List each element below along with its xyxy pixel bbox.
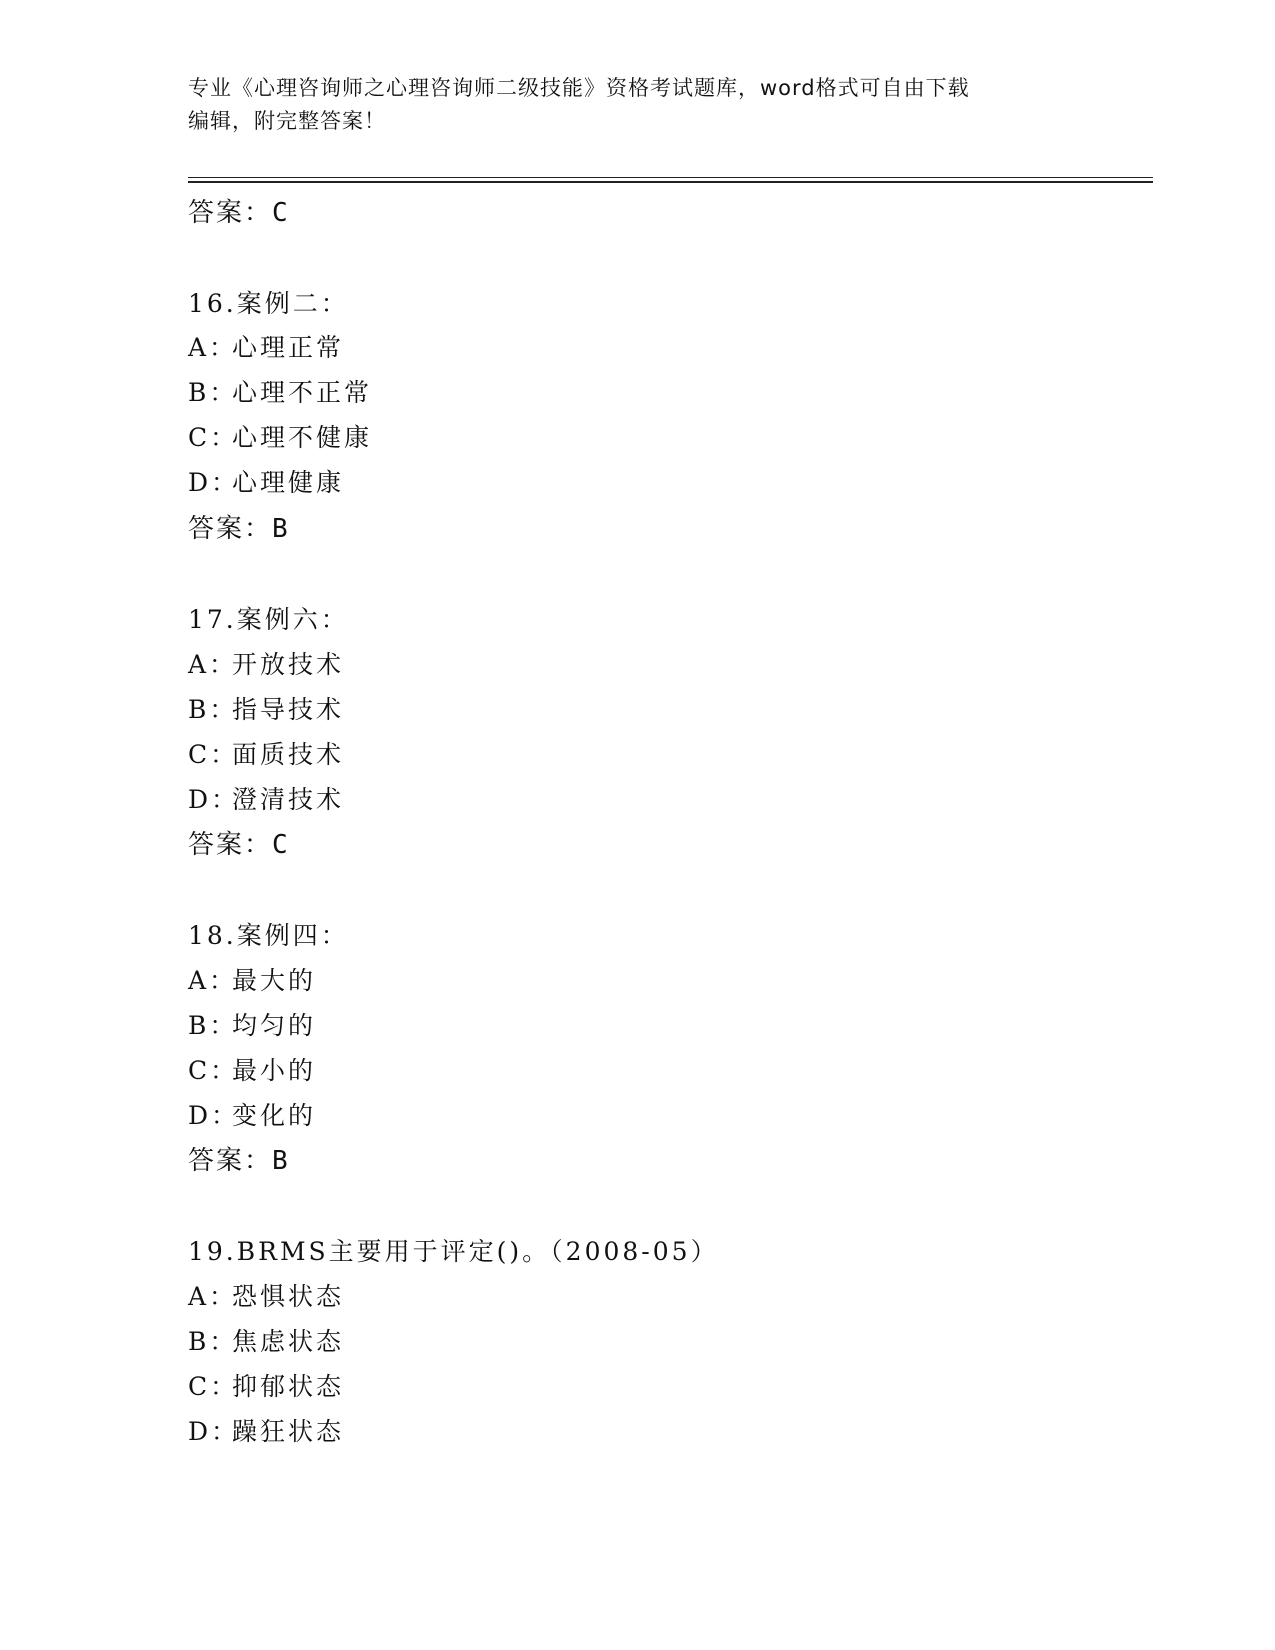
option-b [188, 1006, 316, 1042]
header-divider-top [188, 177, 1153, 178]
option-key: C： [188, 1372, 239, 1401]
option-text: 心理健康 [232, 468, 345, 497]
question-stem: 18.案例四： [188, 921, 349, 950]
option-text: 澄清技术 [232, 785, 345, 814]
header-line-2: 编辑，附完整答案！ [188, 109, 386, 133]
option-text: 最小的 [232, 1056, 317, 1085]
option-a [188, 645, 344, 681]
option-text: 变化的 [232, 1101, 317, 1130]
option-c [188, 735, 344, 771]
option-text: 焦虑状态 [232, 1327, 345, 1356]
option-key: B： [188, 378, 238, 407]
option-text: 面质技术 [232, 740, 345, 769]
document-header [188, 72, 1088, 138]
option-b [188, 373, 372, 409]
option-c [188, 418, 372, 454]
option-c [188, 1367, 344, 1403]
option-a [188, 328, 344, 364]
option-key: C： [188, 740, 239, 769]
option-a [188, 961, 316, 997]
option-text: 心理不健康 [232, 423, 373, 452]
option-key: A： [188, 650, 238, 679]
option-text: 开放技术 [232, 650, 345, 679]
option-key: C： [188, 1056, 239, 1085]
option-a [188, 1277, 344, 1313]
option-text: 心理正常 [232, 333, 345, 362]
option-text: 抑郁状态 [232, 1372, 345, 1401]
option-text: 躁狂状态 [232, 1417, 345, 1446]
question-stem: 17.案例六： [188, 605, 349, 634]
option-text: 心理不正常 [232, 378, 373, 407]
option-d [188, 1096, 316, 1132]
option-key: D： [188, 468, 240, 497]
question-stem: 19.BRMS主要用于评定()。（2008-05） [188, 1237, 719, 1266]
option-d [188, 463, 344, 499]
option-key: D： [188, 1417, 240, 1446]
option-key: B： [188, 1327, 238, 1356]
answer-line: 答案：B [188, 514, 290, 544]
option-b [188, 690, 344, 726]
answer-line: 答案：C [188, 830, 290, 860]
option-d [188, 1412, 344, 1448]
option-text: 恐惧状态 [232, 1282, 345, 1311]
option-text: 最大的 [232, 966, 317, 995]
option-c [188, 1051, 316, 1087]
option-key: B： [188, 695, 238, 724]
header-line-1: 专业《心理咨询师之心理咨询师二级技能》资格考试题库，word格式可自由下载 [188, 76, 970, 100]
option-b [188, 1322, 344, 1358]
option-d [188, 780, 344, 816]
question-stem: 16.案例二： [188, 289, 349, 318]
option-key: C： [188, 423, 239, 452]
header-divider-bottom [188, 181, 1153, 183]
option-text: 均匀的 [232, 1011, 317, 1040]
answer-line: 答案：B [188, 1146, 290, 1176]
option-key: A： [188, 333, 238, 362]
answer-line: 答案：C [188, 198, 290, 228]
option-key: B： [188, 1011, 238, 1040]
option-key: D： [188, 785, 240, 814]
option-key: A： [188, 1282, 238, 1311]
option-text: 指导技术 [232, 695, 345, 724]
option-key: D： [188, 1101, 240, 1130]
option-key: A： [188, 966, 238, 995]
